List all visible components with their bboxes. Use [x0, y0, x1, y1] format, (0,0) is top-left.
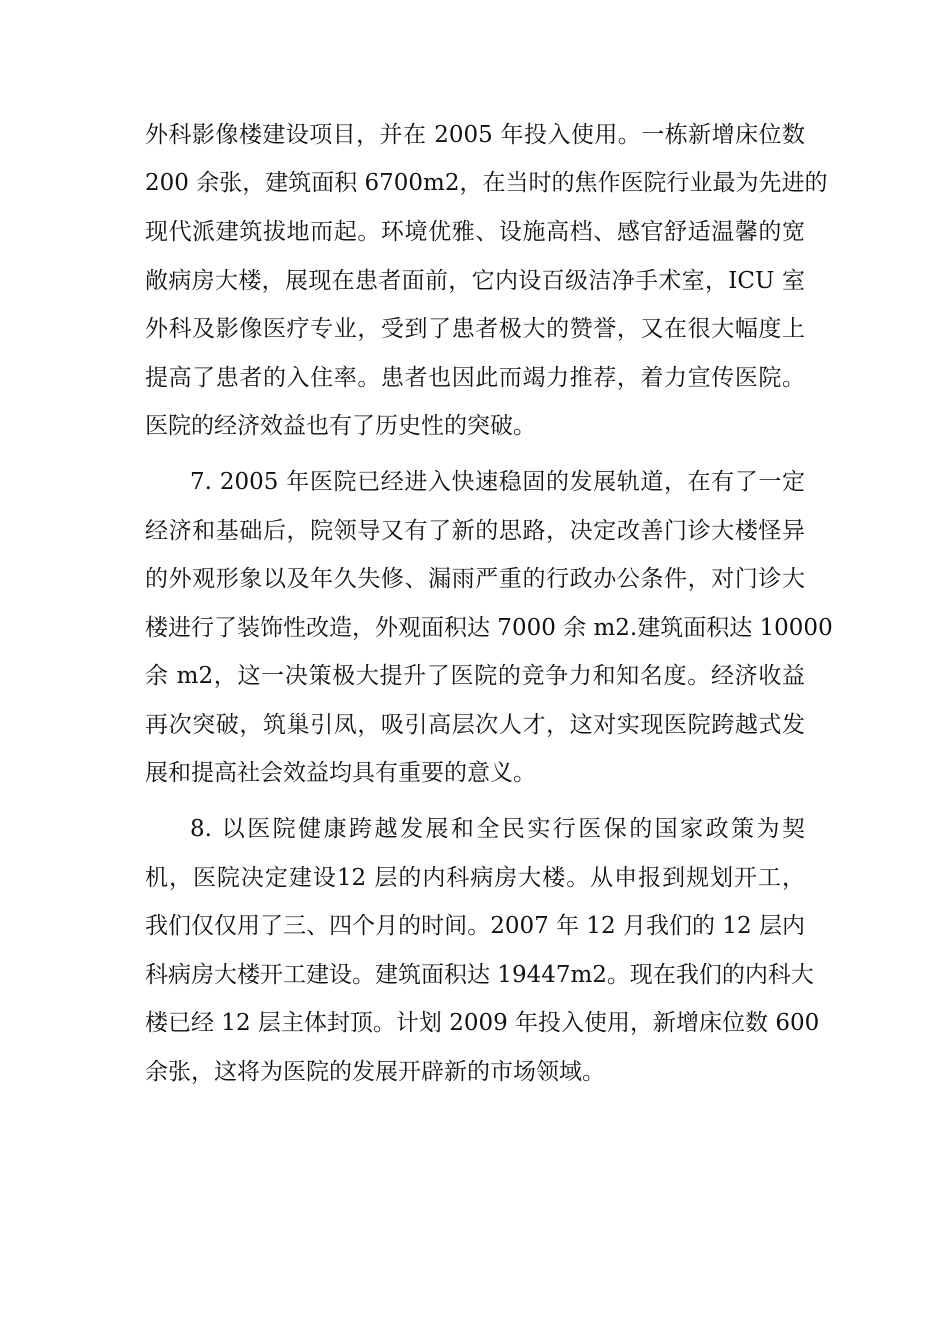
text-line: 机，医院决定建设12 层的内科病房大楼。从申报到规划开工，: [145, 865, 805, 891]
text-line: 现代派建筑拔地而起。环境优雅、设施高档、感官舒适温馨的宽: [145, 219, 805, 245]
text-line: 敞病房大楼，展现在患者面前，它内设百级洁净手术室，ICU 室: [145, 268, 805, 294]
text-line: 余 m2，这一决策极大提升了医院的竞争力和知名度。经济收益: [145, 663, 805, 689]
text-line: 经济和基础后，院领导又有了新的思路，决定改善门诊大楼怪异: [145, 518, 805, 544]
text-line: 提高了患者的入住率。患者也因此而竭力推荐，着力宣传医院。: [145, 365, 805, 391]
text-line: 展和提高社会效益均具有重要的意义。: [145, 760, 536, 786]
text-line: 的外观形象以及年久失修、漏雨严重的行政办公条件，对门诊大: [145, 566, 805, 592]
text-line: 再次突破，筑巢引凤，吸引高层次人才，这对实现医院跨越式发: [145, 712, 805, 738]
text-line: 我们仅仅用了三、四个月的时间。2007 年 12 月我们的 12 层内: [145, 913, 805, 939]
text-line: 200 余张，建筑面积 6700m2，在当时的焦作医院行业最为先进的: [145, 170, 828, 196]
text-line: 楼进行了装饰性改造，外观面积达 7000 余 m2.建筑面积达 10000: [145, 615, 833, 641]
text-line: 楼已经 12 层主体封顶。计划 2009 年投入使用，新增床位数 600: [145, 1010, 820, 1036]
text-line: 外科影像楼建设项目，并在 2005 年投入使用。一栋新增床位数: [145, 122, 805, 148]
text-line: 余张，这将为医院的发展开辟新的市场领域。: [145, 1059, 605, 1085]
text-line: 医院的经济效益也有了历史性的突破。: [145, 413, 536, 439]
paragraph-8-first-line: 8. 以医院健康跨越发展和全民实行医保的国家政策为契: [190, 816, 805, 842]
text-line: 科病房大楼开工建设。建筑面积达 19447m2。现在我们的内科大: [145, 962, 814, 988]
text-line: 外科及影像医疗专业，受到了患者极大的赞誉，又在很大幅度上: [145, 316, 805, 342]
paragraph-7-first-line: 7. 2005 年医院已经进入快速稳固的发展轨道，在有了一定: [190, 469, 805, 495]
